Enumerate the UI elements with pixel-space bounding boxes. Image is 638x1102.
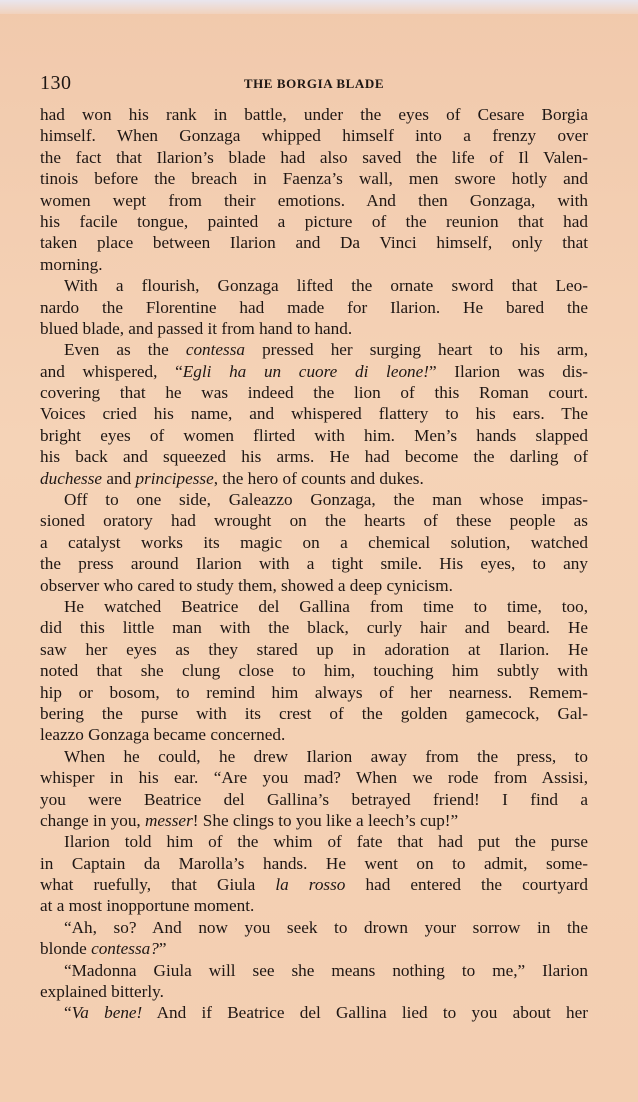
text-line: When he could, he drew Ilarion away from the press, to [64,746,588,766]
text-line: Voices cried his name, and whispered flattery to his ears. The [40,404,588,424]
text-line: blued blade, and passed it from hand to hand. [40,318,353,338]
text-line: blonde contessa?” [40,939,167,959]
body-text [40,104,588,1024]
text-line: sioned oratory had wrought on the hearts of these people as [40,511,588,531]
text-line: “Va bene! And if Beatrice del Gallina lied to you about her [64,1003,588,1023]
text-line: duchesse and principesse, the hero of counts and dukes. [40,468,424,488]
text-line: noted that she clung close to him, touching him subtly with [40,661,588,681]
page-header [40,72,588,98]
text-line: had won his rank in battle, under the eyes of Cesare Borgia [40,105,588,124]
text-line: a catalyst works its magic on a chemical solution, watched [40,532,588,552]
text-line: the fact that Ilarion’s blade had also saved the life of Il Valen- [40,147,588,167]
text-line: “Ah, so? And now you seek to drown your sorrow in the [64,917,588,937]
text-line: nardo the Florentine had made for Ilarion. He bared the [40,297,588,317]
text-line: his facile tongue, painted a picture of the reunion that had [40,211,588,231]
text-line: covering that he was indeed the lion of this Roman court. [40,383,588,403]
text-line: did this little man with the black, curly hair and beard. He [40,618,588,638]
text-line: leazzo Gonzaga became concerned. [40,725,286,745]
text-line: taken place between Ilarion and Da Vinci himself, only that [40,233,588,253]
text-line: what ruefully, that Giula la rosso had entered the courtyard [40,875,588,895]
page-number: 130 [40,72,72,94]
text-line: at a most inopportune moment. [40,896,255,916]
text-line: hip or bosom, to remind him always of her nearness. Remem- [40,682,588,702]
text-line: tinois before the breach in Faenza’s wall, men swore hotly and [40,169,588,189]
text-line: change in you, messer! She clings to you like a leech’s cup!” [40,810,459,830]
text-line: “Madonna Giula will see she means nothing to me,” Ilarion [64,960,588,980]
text-line: women wept from their emotions. And then Gonzaga, with [40,190,588,210]
text-line: you were Beatrice del Gallina’s betrayed friend! I find a [40,789,588,809]
text-line: morning. [40,254,103,274]
text-line: Even as the contessa pressed her surging heart to his arm, [64,340,588,360]
text-line: explained bitterly. [40,982,164,1002]
text-line: Off to one side, Galeazzo Gonzaga, the man whose impas- [64,490,588,510]
text-line: whisper in his ear. “Are you mad? When we rode from Assisi, [40,768,588,788]
running-head: THE BORGIA BLADE [243,76,385,91]
text-line: bright eyes of women flirted with him. Men’s hands slapped [40,425,588,445]
text-line: With a flourish, Gonzaga lifted the ornate sword that Leo- [64,276,588,296]
text-line: the press around Ilarion with a tight smile. His eyes, to any [40,554,588,574]
text-line: bering the purse with its crest of the golden gamecock, Gal- [40,703,588,723]
text-line: and whispered, “Egli ha un cuore di leone!” Ilarion was dis- [40,361,588,381]
text-line: He watched Beatrice del Gallina from time to time, too, [64,596,588,616]
text-line: in Captain da Marolla’s hands. He went on to admit, some- [40,853,588,873]
text-line: observer who cared to study them, showed a deep cynicism. [40,575,453,595]
text-line: saw her eyes as they stared up in adoration at Ilarion. He [40,639,588,659]
text-line: his back and squeezed his arms. He had become the darling of [40,447,588,467]
text-line: himself. When Gonzaga whipped himself into a frenzy over [40,126,588,146]
text-line: Ilarion told him of the whim of fate that had put the purse [64,832,588,852]
page-top-edge [0,0,638,14]
